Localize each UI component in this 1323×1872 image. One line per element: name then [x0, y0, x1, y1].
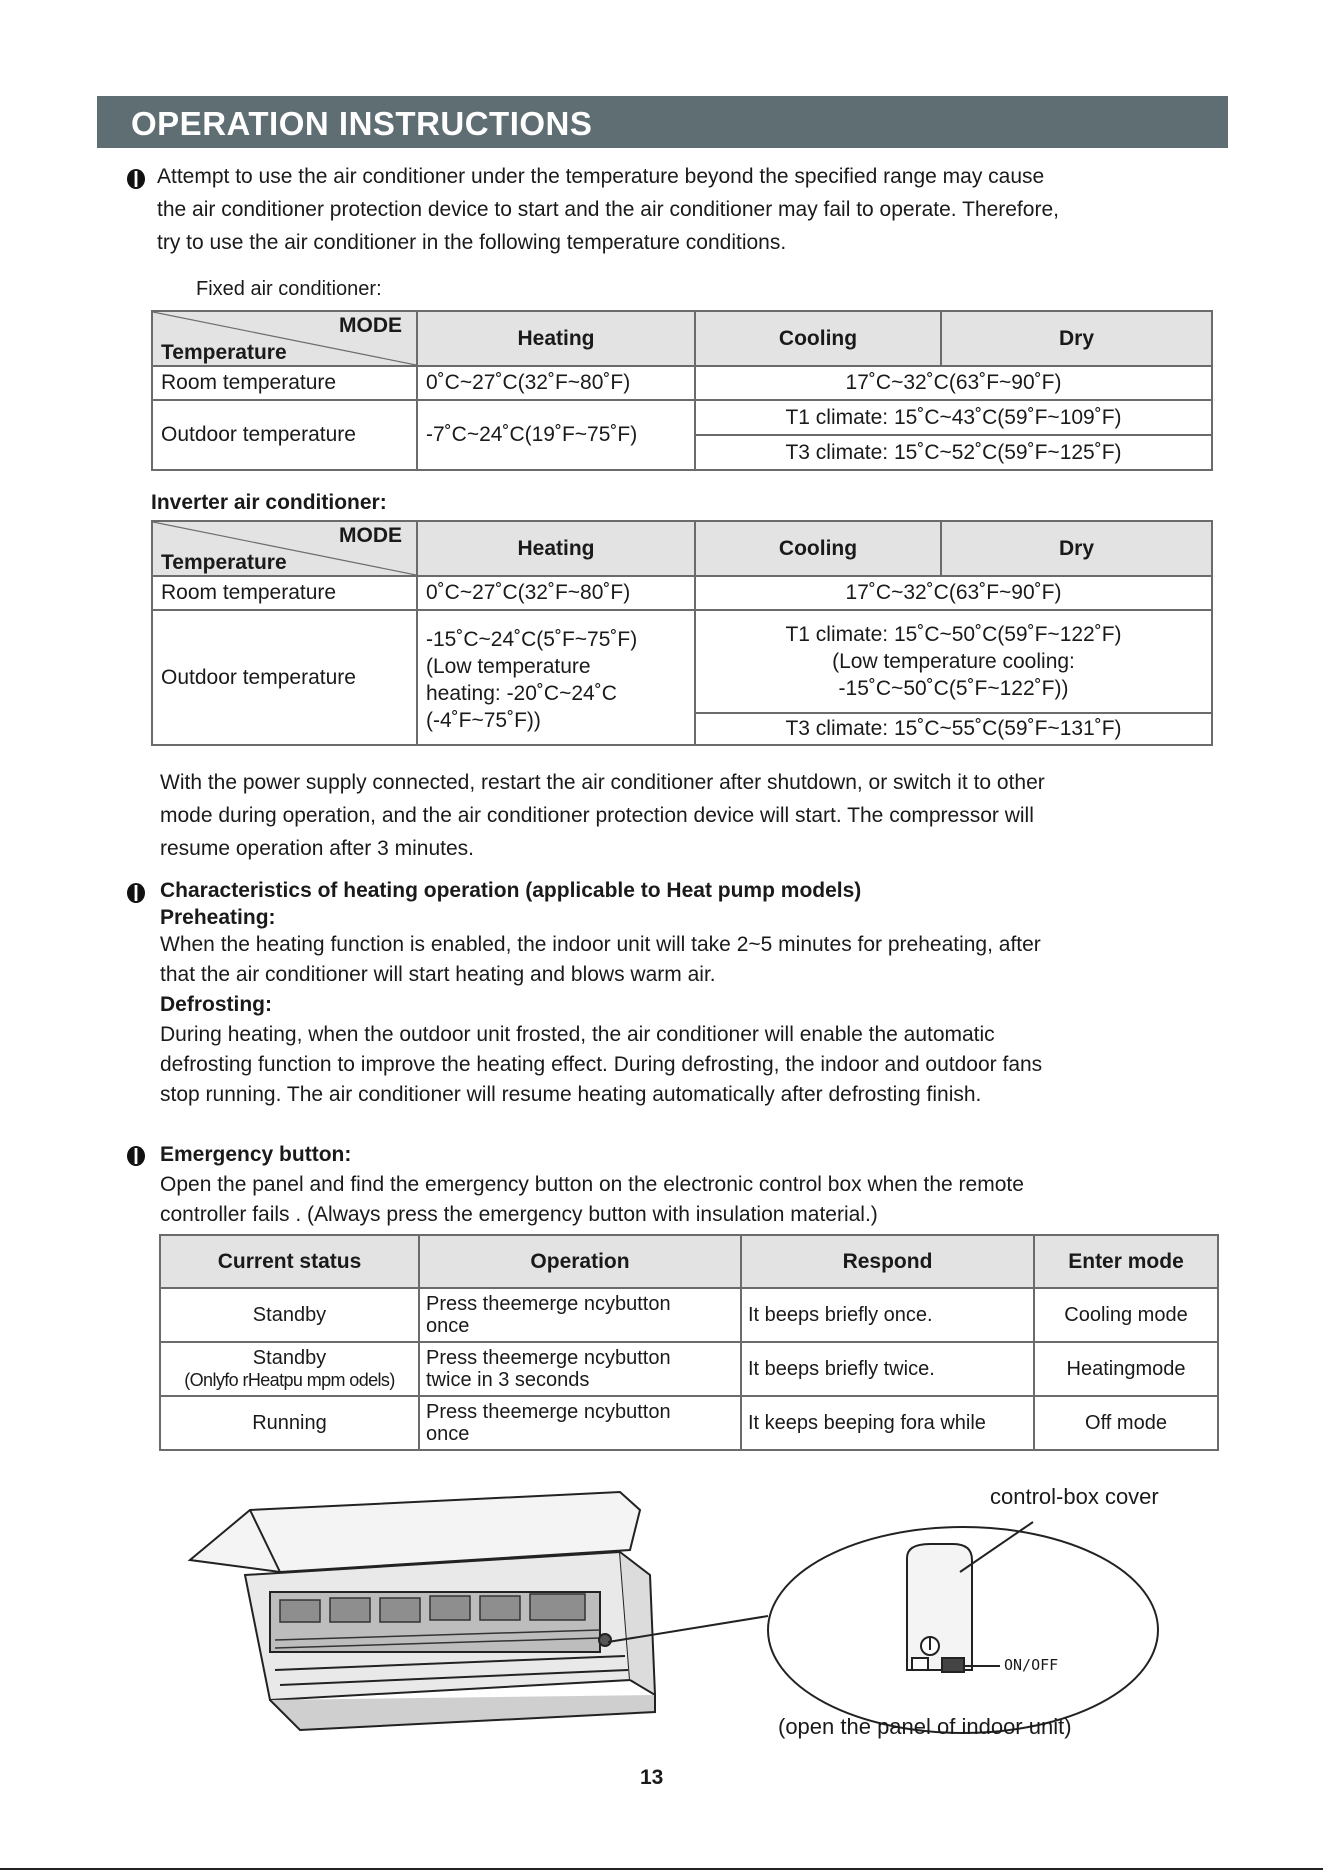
col-dry-header: Dry: [941, 521, 1212, 576]
col-current-status-header: Current status: [160, 1235, 419, 1288]
emergency-section: [160, 1140, 1024, 1230]
intro-line: Attempt to use the air conditioner under the temperature beyond the specified range may cause: [157, 165, 1045, 188]
outdoor-t3-range: T3 climate: 15˚C~52˚C(59˚F~125˚F): [695, 435, 1212, 470]
restart-note-line: resume operation after 3 minutes.: [160, 837, 474, 860]
page-number: 13: [640, 1766, 664, 1789]
operation-line: Press theemerge ncybutton: [426, 1347, 671, 1369]
outdoor-heating-line: heating: -20˚C~24˚C: [426, 681, 617, 705]
outdoor-t3-range: T3 climate: 15˚C~55˚C(59˚F~131˚F): [695, 713, 1212, 745]
operation-cell: [419, 1342, 741, 1396]
warning-bullet-icon: [126, 168, 146, 190]
status-text: Standby: [252, 1303, 327, 1326]
operation-line: Press theemerge ncybutton: [426, 1293, 671, 1315]
room-heating-range: 0˚C~27˚C(32˚F~80˚F): [417, 576, 695, 610]
heating-section-title: Characteristics of heating operation (applicable to Heat pump models): [160, 879, 862, 902]
col-cooling-header: Cooling: [695, 311, 941, 366]
corner-mode-label: MODE: [339, 314, 402, 337]
warning-bullet-icon: [126, 882, 146, 904]
emergency-table: [159, 1234, 1219, 1451]
intro-line: the air conditioner protection device to start and the air conditioner may fail to operate. Therefore,: [157, 198, 1059, 221]
outdoor-t1-line: T1 climate: 15˚C~50˚C(59˚F~122˚F): [785, 623, 1122, 646]
room-temp-label: Room temperature: [152, 366, 417, 400]
preheating-title: Preheating:: [160, 906, 276, 929]
table-row: [160, 1396, 1218, 1450]
fixed-temp-table: [151, 310, 1213, 471]
corner-temperature-label: Temperature: [161, 551, 287, 574]
outdoor-heating-line: -15˚C~24˚C(5˚F~75˚F): [426, 627, 638, 651]
outdoor-t1-line: -15˚C~50˚C(5˚F~122˚F)): [838, 677, 1069, 700]
status-cell: [160, 1396, 419, 1450]
section-header-bar: [97, 96, 1228, 148]
room-cooling-dry-range: 17˚C~32˚C(63˚F~90˚F): [695, 576, 1212, 610]
col-heating-header: Heating: [417, 311, 695, 366]
outdoor-t1-range: T1 climate: 15˚C~43˚C(59˚F~109˚F): [695, 400, 1212, 435]
operation-line: once: [426, 1315, 470, 1337]
col-dry-header: Dry: [941, 311, 1212, 366]
room-heating-range: 0˚C~27˚C(32˚F~80˚F): [417, 366, 695, 400]
indoor-unit-diagram: [160, 1480, 1200, 1740]
mode-cell: Heatingmode: [1034, 1342, 1218, 1396]
emergency-line: Open the panel and find the emergency button on the electronic control box when the remote: [160, 1173, 1024, 1196]
respond-cell: It beeps briefly once.: [741, 1288, 1034, 1342]
operation-line: once: [426, 1423, 470, 1445]
defrosting-line: stop running. The air conditioner will resume heating automatically after defrosting finish.: [160, 1083, 982, 1106]
table-corner-header: [152, 311, 417, 366]
preheating-line: When the heating function is enabled, the indoor unit will take 2~5 minutes for preheating, after: [160, 933, 1041, 956]
operation-cell: [419, 1288, 741, 1342]
inverter-temp-table: [151, 520, 1213, 746]
intro-line: try to use the air conditioner in the following temperature conditions.: [157, 231, 787, 254]
outdoor-t1-line: (Low temperature cooling:: [832, 650, 1075, 673]
col-operation-header: Operation: [419, 1235, 741, 1288]
defrosting-line: During heating, when the outdoor unit frosted, the air conditioner will enable the automatic: [160, 1023, 995, 1046]
room-cooling-dry-range: 17˚C~32˚C(63˚F~90˚F): [695, 366, 1212, 400]
outdoor-heating-range: [417, 610, 695, 745]
table-corner-header: [152, 521, 417, 576]
status-cell: [160, 1342, 419, 1396]
page-bottom-rule: [0, 1868, 1323, 1870]
restart-note-line: mode during operation, and the air conditioner protection device will start. The compressor will: [160, 804, 1034, 827]
table-row: [160, 1288, 1218, 1342]
inverter-ac-label: Inverter air conditioner:: [151, 491, 387, 514]
indoor-unit-illustration: [190, 1492, 655, 1730]
corner-temperature-label: Temperature: [161, 341, 287, 364]
table-row: [160, 1342, 1218, 1396]
respond-cell: It beeps briefly twice.: [741, 1342, 1034, 1396]
defrosting-title: Defrosting:: [160, 993, 272, 1016]
fixed-ac-label: Fixed air conditioner:: [196, 278, 382, 300]
control-box: [907, 1544, 972, 1672]
emergency-title: Emergency button:: [160, 1143, 352, 1166]
outdoor-t1-range: [695, 610, 1212, 713]
status-cell: [160, 1288, 419, 1342]
outdoor-heating-line: (Low temperature: [426, 654, 591, 678]
col-heating-header: Heating: [417, 521, 695, 576]
room-temp-label: Room temperature: [152, 576, 417, 610]
restart-note: [160, 766, 1045, 865]
outdoor-temp-label: Outdoor temperature: [152, 400, 417, 470]
outdoor-temp-label: Outdoor temperature: [152, 610, 417, 745]
heating-section: [160, 876, 1042, 1110]
corner-mode-label: MODE: [339, 524, 402, 547]
col-enter-mode-header: Enter mode: [1034, 1235, 1218, 1288]
status-subtext: (Onlyfo rHeatpu mpm odels): [184, 1370, 395, 1390]
outdoor-heating-line: (-4˚F~75˚F)): [426, 708, 541, 732]
emergency-line: controller fails . (Always press the emergency button with insulation material.): [160, 1203, 878, 1226]
defrosting-line: defrosting function to improve the heating effect. During defrosting, the indoor and outdoor fans: [160, 1053, 1043, 1076]
col-respond-header: Respond: [741, 1235, 1034, 1288]
diagram-caption: (open the panel of indoor unit): [778, 1714, 1072, 1739]
status-text: Running: [252, 1411, 327, 1434]
preheating-line: that the air conditioner will start heating and blows warm air.: [160, 963, 716, 986]
status-text: Standby: [252, 1347, 327, 1369]
outdoor-heating-range: -7˚C~24˚C(19˚F~75˚F): [417, 400, 695, 470]
intro-paragraph: [157, 160, 1059, 259]
warning-bullet-icon: [126, 1145, 146, 1167]
page-title: OPERATION INSTRUCTIONS: [131, 105, 593, 142]
control-box-cover-label: control-box cover: [990, 1484, 1159, 1509]
operation-line: Press theemerge ncybutton: [426, 1401, 671, 1423]
operation-cell: [419, 1396, 741, 1450]
on-off-switch-label: ON/OFF: [1004, 1656, 1059, 1674]
col-cooling-header: Cooling: [695, 521, 941, 576]
mode-cell: Off mode: [1034, 1396, 1218, 1450]
restart-note-line: With the power supply connected, restart the air conditioner after shutdown, or switch it to other: [160, 771, 1045, 794]
mode-cell: Cooling mode: [1034, 1288, 1218, 1342]
respond-cell: It keeps beeping fora while: [741, 1396, 1034, 1450]
operation-line: twice in 3 seconds: [426, 1369, 590, 1391]
